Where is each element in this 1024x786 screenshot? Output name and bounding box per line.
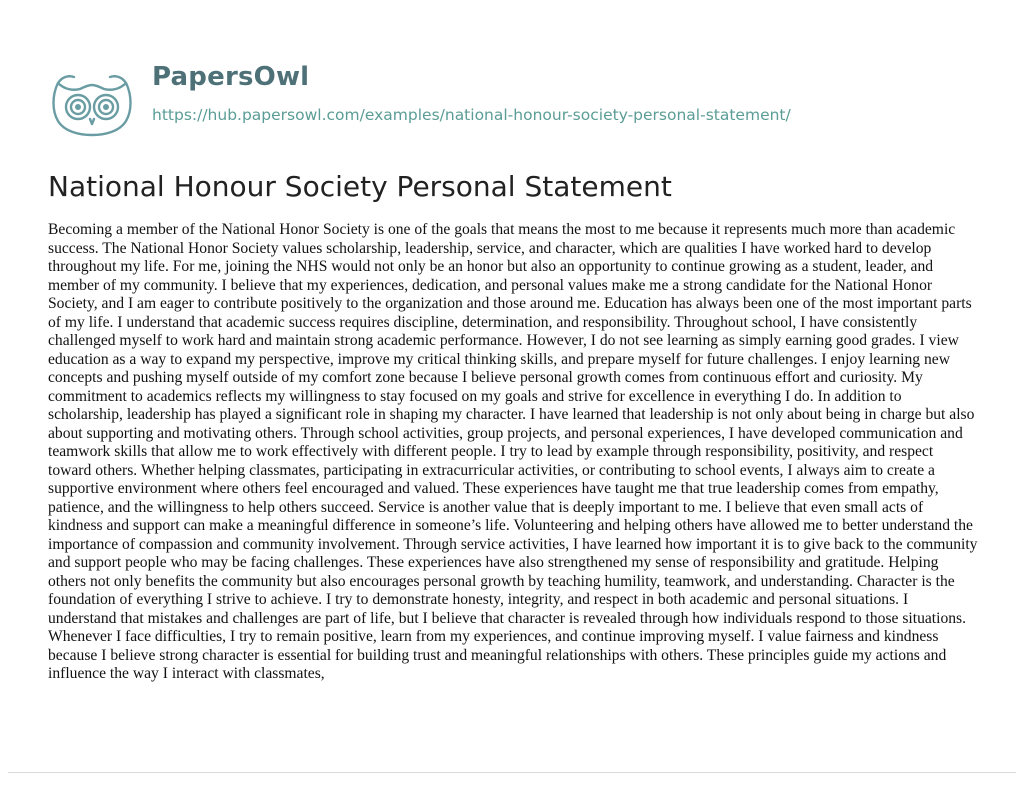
site-header — [48, 54, 988, 134]
document-body: Becoming a member of the National Honor Society is one of the goals that means the most to me because it represents much more than academic success. The National Honor Society values scholarship, leadership, service, and character, which are qualities I have worked hard to develop throughout my life. For me, joining the NHS would not only be an honor but also an opportunity to continue growing as a student, leader, and member of my community. I believe that my experiences, dedication, and personal values make me a strong candidate for the National Honor Society, and I am eager to contribute positively to the organization and those around me. Education has always been one of the most important parts of my life. I understand that academic success requires discipline, determination, and responsibility. Throughout school, I have consistently challenged myself to work hard and maintain strong academic performance. However, I do not see learning as simply earning good grades. I view education as a way to expand my perspective, improve my critical thinking skills, and prepare myself for future challenges. I enjoy learning new concepts and pushing myself outside of my comfort zone because I believe personal growth comes from continuous effort and curiosity. My commitment to academics reflects my willingness to stay focused on my goals and strive for excellence in everything I do. In addition to scholarship, leadership has played a significant role in shaping my character. I have learned that leadership is not only about being in charge but also about supporting and motivating others. Through school activities, group projects, and personal experiences, I have developed communication and teamwork skills that allow me to work effectively with different people. I try to lead by example through responsibility, positivity, and respect toward others. Whether helping classmates, participating in extracurricular activities, or contributing to school events, I always aim to create a supportive environment where others feel encouraged and valued. These experiences have taught me that true leadership comes from empathy, patience, and the willingness to help others succeed. Service is another value that is deeply important to me. I believe that even small acts of kindness and support can make a meaningful difference in someone’s life. Volunteering and helping others have allowed me to better understand the importance of compassion and community involvement. Through service activities, I have learned how important it is to give back to the community and support people who may be facing challenges. These experiences have also strengthened my sense of responsibility and gratitude. Helping others not only benefits the community but also encourages personal growth by teaching humility, teamwork, and understanding. Character is the foundation of everything I strive to achieve. I try to demonstrate honesty, integrity, and respect in both academic and personal situations. I understand that mistakes and challenges are part of life, but I believe that character is revealed through how individuals respond to those situations. Whenever I face difficulties, I try to remain positive, learn from my experiences, and continue improving myself. I value fairness and kindness because I believe strong character is essential for building trust and meaningful relationships with others. These principles guide my actions and influence the way I interact with classmates, — [48, 221, 978, 682]
bottom-divider — [8, 772, 1016, 773]
document-title: National Honour Society Personal Statement — [48, 170, 672, 203]
source-url-link[interactable]: https://hub.papersowl.com/examples/national-honour-society-personal-statement/ — [152, 106, 791, 124]
owl-logo-icon — [48, 67, 136, 137]
brand-name: PapersOwl — [152, 62, 310, 92]
